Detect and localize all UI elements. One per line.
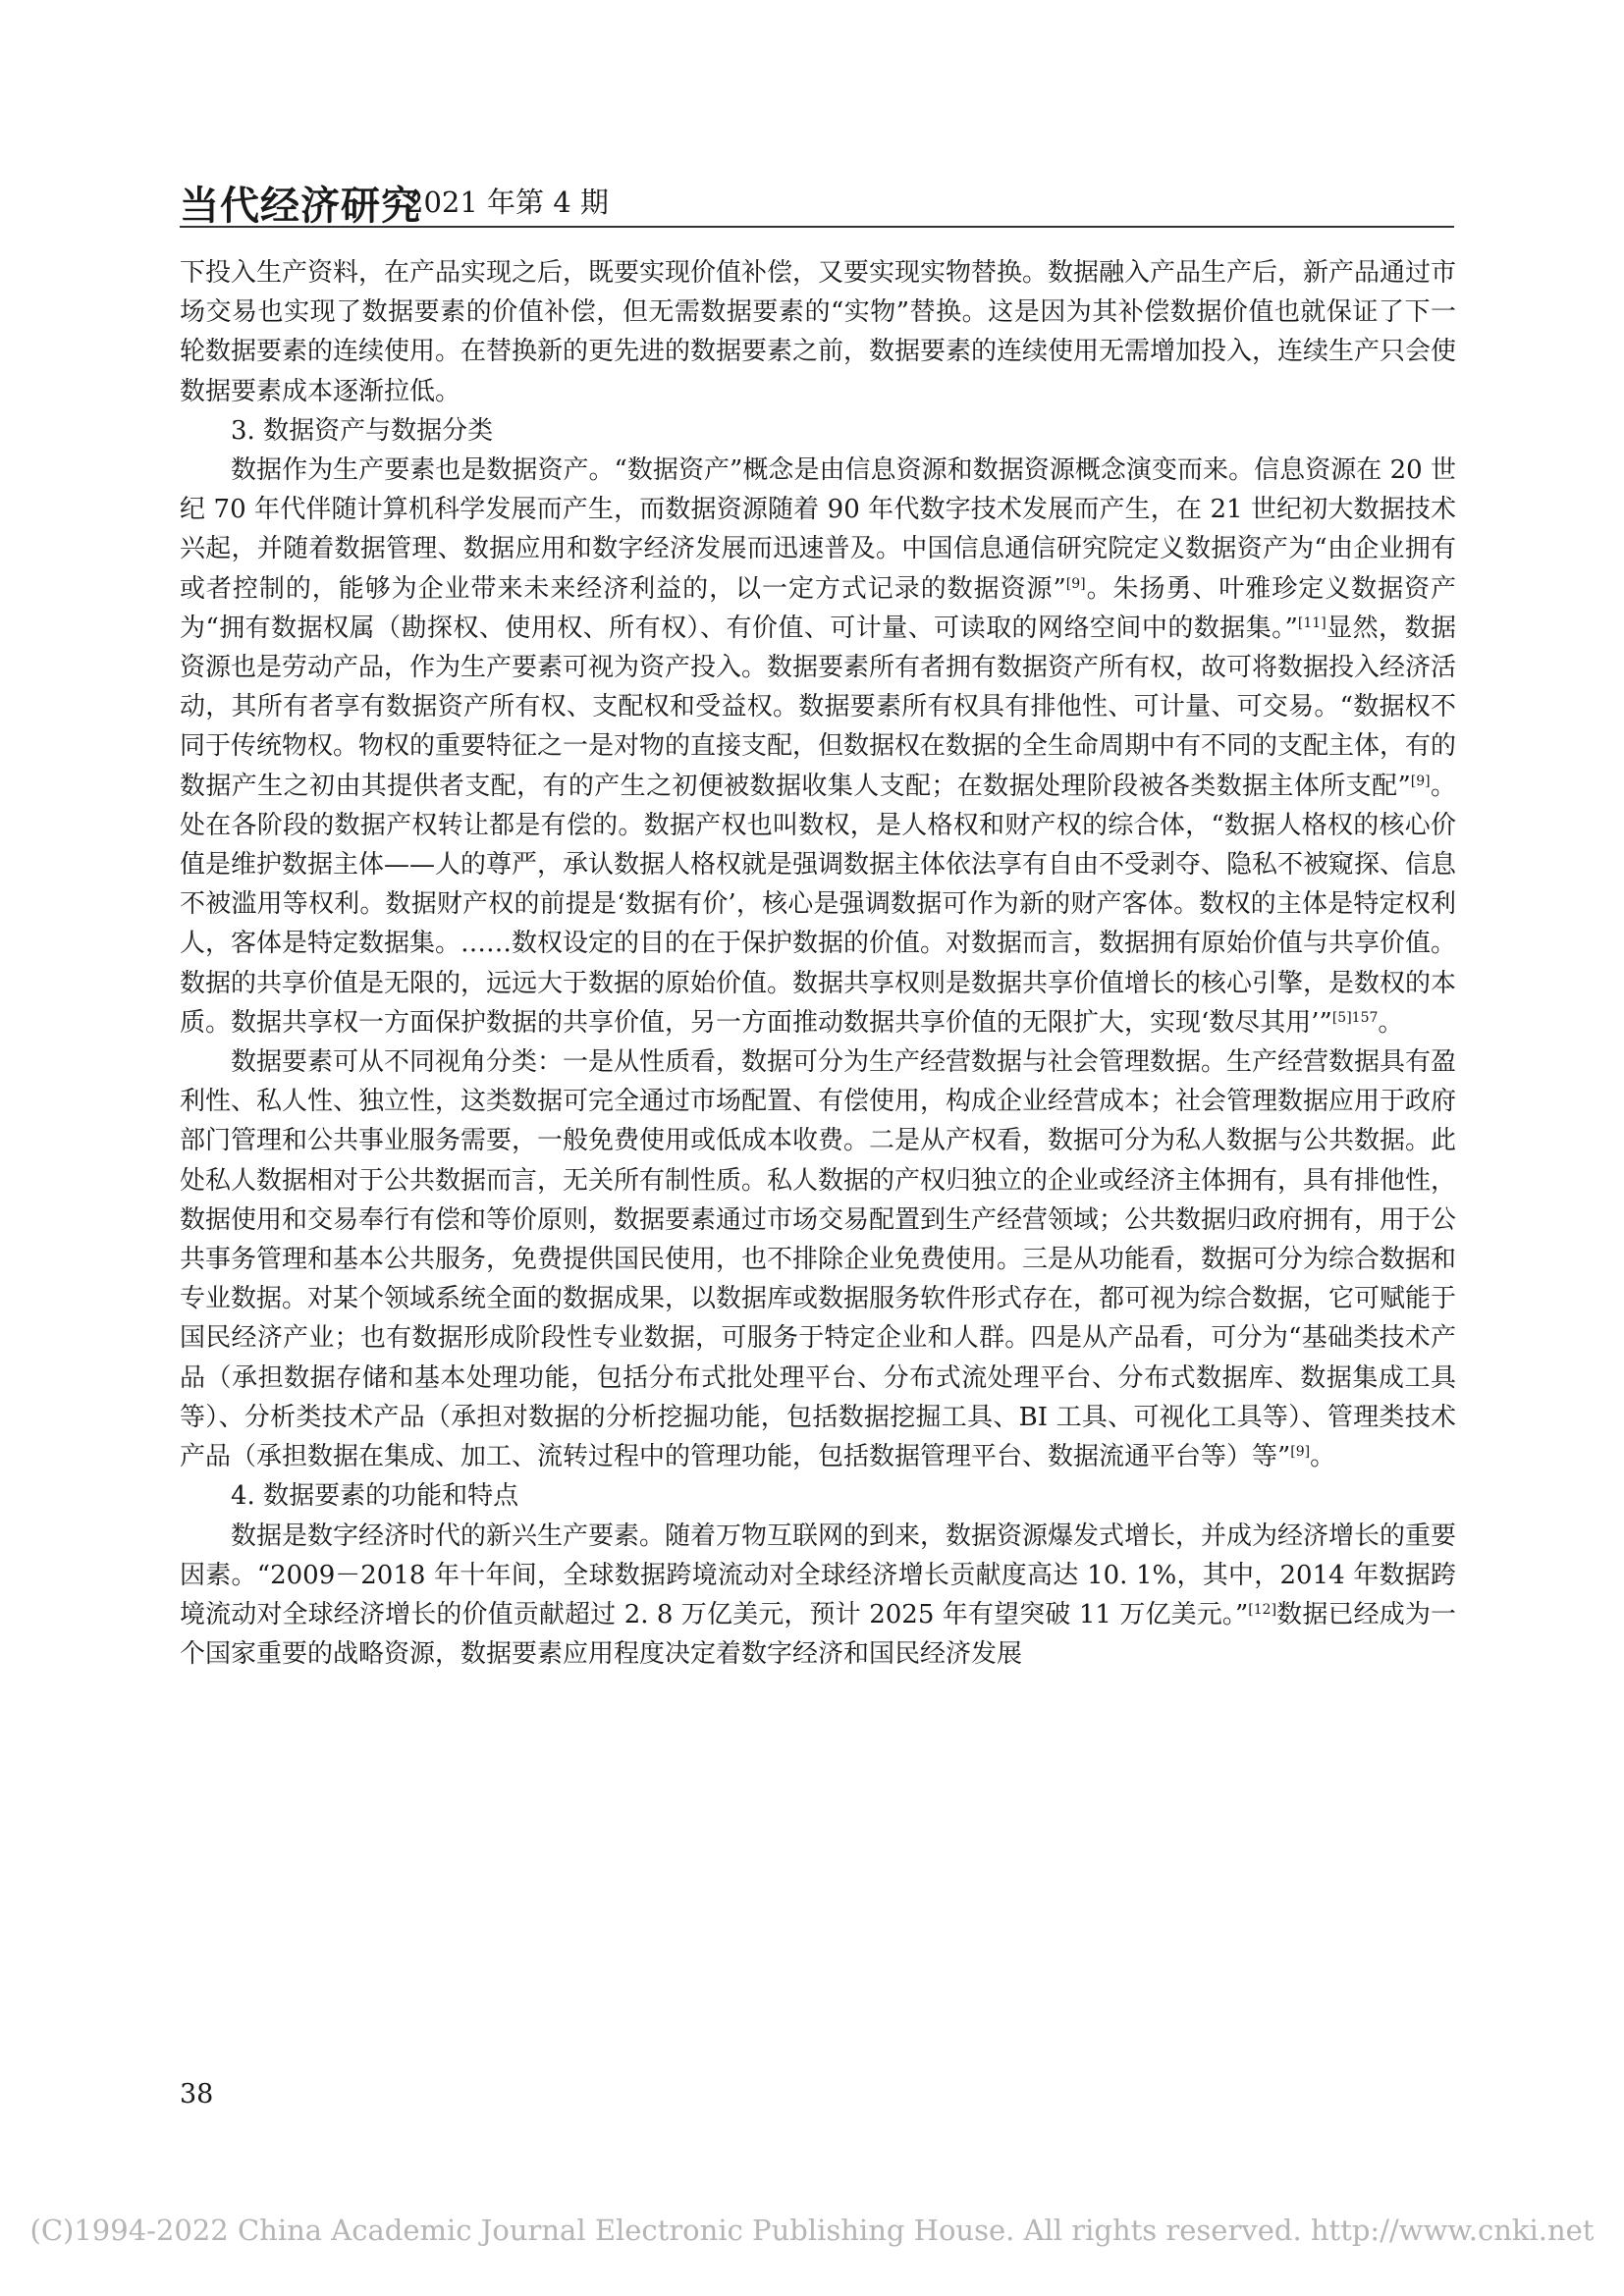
text-run: 显然，数据资源也是劳动产品，作为生产要素可视为资产投入。数据要素所有者拥有数据资产所有权，故可将数据投入经济活动，其所有者享有数据资产所有权、支配权和受益权。数据要素所有权具有排他性、可计量、可交易。“数据权不同于传统物权。物权的重要特征之一是对物的直接支配，但数据权在数据的全生命周期中有不同的支配主体，有的数据产生之初由其提供者支配，有的产生之初便被数据收集人支配；在数据处理阶段被各类数据主体所支配” bbox=[180, 613, 1457, 801]
citation-ref: [9] bbox=[1065, 575, 1086, 592]
page-number: 38 bbox=[180, 2079, 214, 2109]
text-run: 数据要素可从不同视角分类：一是从性质看，数据可分为生产经营数据与社会管理数据。生产经营数据具有盈利性、私人性、独立性，这类数据可完全通过市场配置、有偿使用，构成企业经营成本；社会管理数据应用于政府部门管理和公共事业服务需要，一般免费使用或低成本收费。二是从产权看，数据可分为私人数据与公共数据。此处私人数据相对于公共数据而言，无关所有制性质。私人数据的产权归独立的企业或经济主体拥有，具有排他性，数据使用和交易奉行有偿和等价原则，数据要素通过市场交易配置到生产经营领域；公共数据归政府拥有，用于公共事务管理和基本公共服务，免费提供国民使用，也不排除企业免费使用。三是从功能看，数据可分为综合数据和专业数据。对某个领域系统全面的数据成果，以数据库或数据服务软件形式存在，都可视为综合数据，它可赋能于国民经济产业；也有数据形成阶段性专业数据，可服务于特定企业和人群。四是从产品看，可分为“基础类技术产品（承担数据存储和基本处理功能，包括分布式批处理平台、分布式流处理平台、分布式数据库、数据集成工具等）、分析类技术产品（承担对数据的分析挖掘功能，包括数据挖掘工具、BI 工具、可视化工具等）、管理类技术产品（承担数据在集成、加工、流转过程中的管理功能，包括数据管理平台、数据流通平台等）等” bbox=[180, 1047, 1457, 1472]
paragraph bbox=[180, 1517, 1456, 1675]
header-rule bbox=[180, 226, 1454, 228]
section-heading: 4. 数据要素的功能和特点 bbox=[231, 1481, 519, 1512]
paragraph bbox=[180, 451, 1456, 1042]
citation-ref: [11] bbox=[1297, 614, 1326, 631]
citation-ref: [12] bbox=[1248, 1601, 1277, 1618]
paragraph: 下投入生产资料，在产品实现之后，既要实现价值补偿，又要实现实物替换。数据融入产品生产后，新产品通过市场交易也实现了数据要素的价值补偿，但无需数据要素的“实物”替换。这是因为其补偿数据价值也就保证了下一轮数据要素的连续使用。在替换新的更先进的数据要素之前，数据要素的连续使用无需增加投入，连续生产只会使数据要素成本逐渐拉低。 bbox=[180, 258, 1457, 406]
section-heading: 3. 数据资产与数据分类 bbox=[231, 415, 494, 446]
paragraph bbox=[180, 1042, 1456, 1476]
issue-label: 2021 年第 4 期 bbox=[406, 186, 609, 219]
journal-title: 当代经济研究 bbox=[180, 183, 421, 229]
page-header bbox=[180, 167, 1454, 230]
copyright-notice: (C)1994-2022 China Academic Journal Electronic Publishing House. All rights reserved. http://www.cnki.net bbox=[29, 2214, 1595, 2247]
text-run: 。处在各阶段的数据产权转让都是有偿的。数据产权也叫数权，是人格权和财产权的综合体，“数据人格权的核心价值是维护数据主体——人的尊严，承认数据人格权就是强调数据主体依法享有自由不受剥夺、隐私不被窥探、信息不被滥用等权利。数据财产权的前提是‘数据有价’，核心是强调数据可作为新的财产客体。数权的主体是特定权利人，客体是特定数据集。……数权设定的目的在于保护数据的价值。对数据而言，数据拥有原始价值与共享价值。数据的共享价值是无限的，远远大于数据的原始价值。数据共享权则是数据共享价值增长的核心引擎，是数权的本质。数据共享权一方面保护数据的共享价值，另一方面推动数据共享价值的无限扩大，实现‘数尽其用’” bbox=[180, 771, 1457, 1038]
text-run: 。朱扬勇、叶雅珍定义数据资产为“拥有数据权属（勘探权、使用权、所有权）、有价值、可计量、可读取的网络空间中的数据集。” bbox=[180, 573, 1456, 643]
citation-ref: [5]157 bbox=[1331, 1009, 1379, 1026]
text-run: 。 bbox=[1310, 1442, 1336, 1472]
citation-ref: [9] bbox=[1410, 773, 1431, 789]
text-run: 。 bbox=[1378, 1007, 1404, 1038]
citation-ref: [9] bbox=[1290, 1444, 1311, 1461]
text-run: 数据作为生产要素也是数据资产。“数据资产”概念是由信息资源和数据资源概念演变而来。信息资源在 20 世纪 70 年代伴随计算机科学发展而产生，而数据资源随着 90 年代数字技术发展而产生，在 21 世纪初大数据技术兴起，并随着数据管理、数据应用和数字经济发展而迅速普及。中国信息通信研究院定义数据资产为“由企业拥有或者控制的，能够为企业带来未来经济利益的，以一定方式记录的数据资源” bbox=[180, 455, 1456, 604]
article-body bbox=[180, 253, 1456, 1674]
text-run: 数据已经成为一个国家重要的战略资源，数据要素应用程度决定着数字经济和国民经济发展 bbox=[180, 1599, 1456, 1670]
text-run: 数据是数字经济时代的新兴生产要素。随着万物互联网的到来，数据资源爆发式增长，并成为经济增长的重要因素。“2009－2018 年十年间，全球数据跨境流动对全球经济增长贡献度高达 10. 1%，其中，2014 年数据跨境流动对全球经济增长的价值贡献超过 2. 8 万亿美元，预计 2025 年有望突破 11 万亿美元。” bbox=[180, 1521, 1457, 1629]
